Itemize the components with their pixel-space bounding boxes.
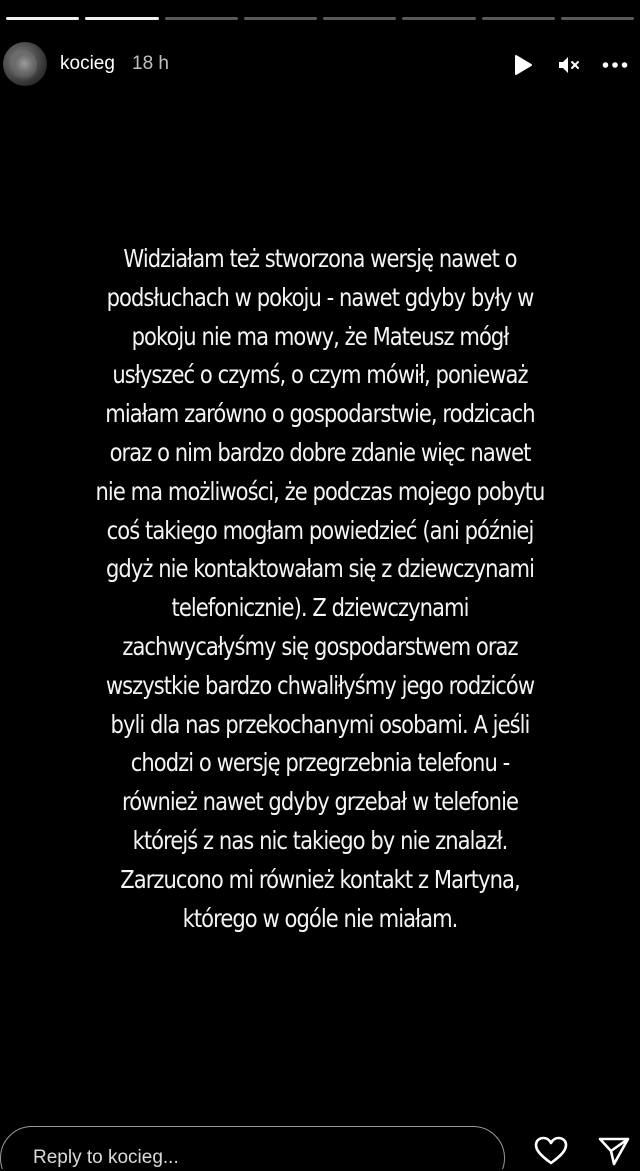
story-text-line: Widziałam też stworzona wersję nawet o [123, 244, 517, 273]
story-text-line: również nawet gdyby grzebał w telefonie [121, 787, 519, 817]
story-text-line: podsłuchach w pokoju - nawet gdyby były w [106, 282, 534, 312]
send-icon[interactable] [598, 1136, 630, 1171]
story-text-line: którego w ogóle nie miałam. [182, 903, 458, 933]
muted-speaker-icon[interactable] [556, 52, 582, 78]
play-icon[interactable] [510, 52, 536, 78]
story-text-line: gdyż nie kontaktowałam się z dziewczynami [105, 554, 535, 584]
progress-segment [402, 17, 475, 20]
progress-segment [85, 17, 158, 20]
story-text-line: pokoju nie ma mowy, że Mateusz mógł [131, 321, 509, 351]
progress-segment [6, 17, 79, 20]
story-text-line: chodzi o wersję przegrzebnia telefonu - [130, 748, 510, 778]
story-header [0, 40, 640, 88]
story-text-line: Zarzucono mi również kontakt z Martyna, [120, 864, 520, 894]
story-text-line: wszystkie bardzo chwaliłyśmy jego rodziców [105, 670, 535, 700]
story-text-line: coś takiego mogłam powiedzieć (ani później [106, 515, 534, 545]
story-text [79, 240, 561, 938]
story-text-line: oraz o nim bardzo dobre zdanie więc nawet [109, 437, 531, 467]
avatar[interactable] [3, 42, 47, 86]
reply-actions [534, 1136, 630, 1171]
reply-input-wrap [0, 1122, 510, 1169]
more-options-icon[interactable] [602, 52, 628, 78]
heart-icon[interactable] [534, 1136, 568, 1171]
progress-segment [482, 17, 555, 20]
story-text-line: nie ma możliwości, że podczas mojego pobytu [95, 476, 545, 506]
reply-bar [0, 1122, 640, 1169]
story-text-line: telefonicznie). Z dziewczynami [171, 593, 469, 623]
header-controls [510, 52, 628, 78]
story-text-line: którejś z nas nic takiego by nie znalazł. [132, 825, 508, 855]
username[interactable]: kocieg [60, 53, 115, 74]
progress-segment [323, 17, 396, 20]
timestamp: 18 h [132, 53, 169, 74]
story-text-line: miałam zarówno o gospodarstwie, rodzicach [105, 399, 535, 429]
progress-segment [165, 17, 238, 20]
progress-segment [244, 17, 317, 20]
story-text-line: usłyszeć o czymś, o czym mówił, ponieważ [112, 360, 528, 390]
progress-segment [561, 17, 634, 20]
reply-input[interactable] [0, 1126, 505, 1169]
story-progress-bars [6, 17, 634, 20]
story-text-line: zachwycałyśmy się gospodarstwem oraz [122, 631, 518, 661]
story-text-line: byli dla nas przekochanymi osobami. A jeśli [110, 709, 530, 739]
